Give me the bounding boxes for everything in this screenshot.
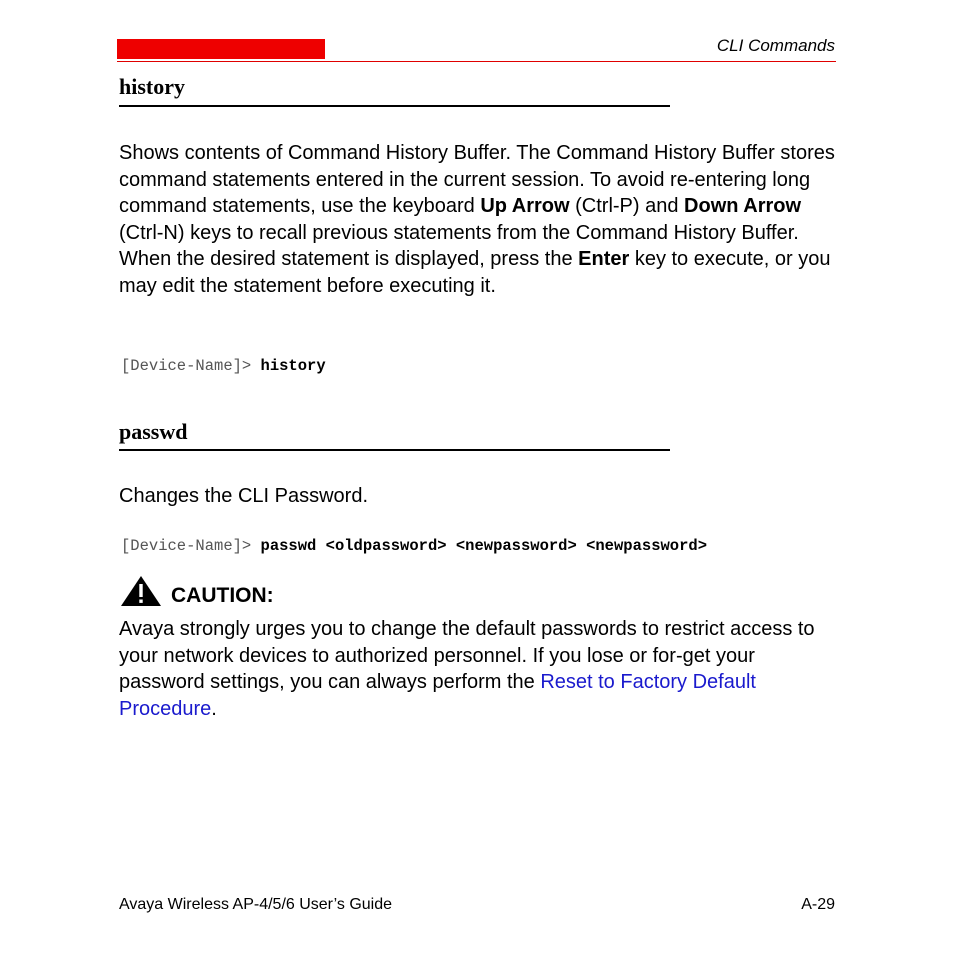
- history-command-syntax: [121, 357, 326, 375]
- section-rule-passwd: [119, 449, 670, 451]
- running-header-title: CLI Commands: [716, 36, 835, 55]
- warning-triangle-icon: [120, 575, 162, 607]
- up-arrow-key: Up Arrow: [480, 195, 570, 217]
- command-prompt: [Device-Name]>: [121, 357, 261, 375]
- passwd-command-syntax: [121, 537, 707, 555]
- command-prompt: [Device-Name]>: [121, 537, 261, 555]
- reset-to-factory-default-link[interactable]: Reset to Factory Default Procedure: [119, 671, 756, 720]
- footer-page-number: A-29: [801, 896, 835, 913]
- header-rule: [117, 61, 836, 62]
- section-rule-history: [119, 105, 670, 107]
- history-description: Shows contents of Command History Buffer. The Command History Buffer stores command statements entered in the current session. To avoid re-entering long command statements, use the keyboard Up Arrow (Ctrl-P) and Down Arrow (Ctrl-N) keys to recall previous statements from the Command History Buffer. When the desired statement is displayed, press the Enter key to execute, or you may edit the statement before executing it.: [119, 142, 835, 297]
- caution-label: CAUTION:: [171, 584, 274, 607]
- command-name: history: [260, 357, 326, 375]
- enter-key: Enter: [578, 248, 630, 270]
- footer-guide-title: Avaya Wireless AP-4/5/6 User’s Guide: [119, 896, 393, 913]
- section-heading-passwd: passwd: [119, 419, 188, 444]
- section-heading-history: history: [119, 74, 185, 99]
- passwd-description: Changes the CLI Password.: [119, 485, 369, 507]
- caution-text: Avaya strongly urges you to change the default passwords to restrict access to your network devices to authorized personnel. If you lose or for-get your password settings, you can always perform the Reset to Factory Default Procedure.: [119, 618, 815, 720]
- command-name: passwd <oldpassword> <newpassword> <newpassword>: [260, 537, 708, 555]
- down-arrow-key: Down Arrow: [684, 195, 802, 217]
- header-accent-bar: [117, 39, 325, 59]
